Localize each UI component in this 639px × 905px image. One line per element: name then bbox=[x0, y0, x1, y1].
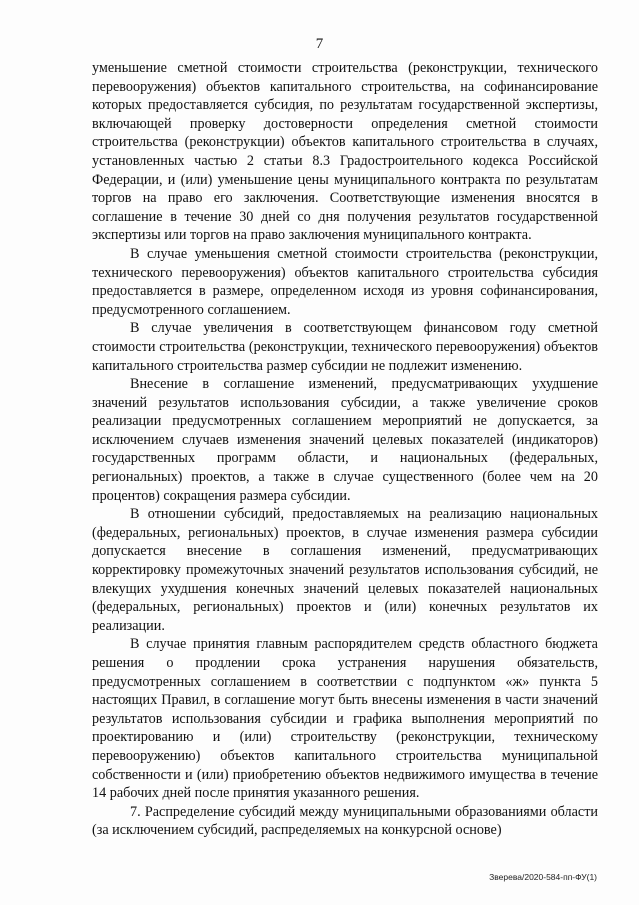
paragraph-5: В отношении субсидий, предоставляемых на реализацию национальных (федеральных, региональных) проектов, в случае изменения размера субсидии допускается внесение в соглашения изменений, предусматривающих корректировку промежуточных значений результатов использования субсидий, не влекущих ухудшения конечных значений целевых показателей национальных (федеральных, региональных) проектов и (или) конечных результатов их реализации. bbox=[92, 506, 598, 634]
document-footer-code: Зверева/2020-584-пп-ФУ(1) bbox=[489, 872, 597, 882]
paragraph-2: В случае уменьшения сметной стоимости строительства (реконструкции, технического перевооружения) объектов капитального строительства субсидия предоставляется в размере, определенном исходя из уровня софинансирования, предусмотренного соглашением. bbox=[92, 245, 598, 318]
page-number: 7 bbox=[315, 36, 324, 52]
paragraph-7: 7. Распределение субсидий между муниципальными образованиями области (за исключением субсидий, распределяемых на конкурсной основе) bbox=[92, 803, 598, 839]
paragraph-3: В случае увеличения в соответствующем финансовом году сметной стоимости строительства (реконструкции, технического перевооружения) объектов капитального строительства размер субсидии не подлежит изменению. bbox=[92, 320, 598, 374]
paragraph-4: Внесение в соглашение изменений, предусматривающих ухудшение значений результатов использования субсидии, а также увеличение сроков реализации предусмотренных соглашением мероприятий не допускается, за исключением случаев изменения значений целевых показателей (индикаторов) государственных программ области, и национальных (федеральных, региональных) проектов, а также в случае существенного (более чем на 20 процентов) сокращения размера субсидии. bbox=[92, 376, 598, 504]
paragraph-6: В случае принятия главным распорядителем средств областного бюджета решения о продлении срока устранения нарушения обязательств, предусмотренных соглашением в соответствии с подпунктом «ж» пункта 5 настоящих Правил, в соглашение могут быть внесены изменения в части значений результатов использования субсидии и графика выполнения мероприятий по проектированию и (или) строительству (реконструкции, техническому перевооружению) объектов капитального строительства муниципальной собственности и (или) приобретению объектов недвижимого имущества в течение 14 рабочих дней после принятия указанного решения. bbox=[92, 636, 598, 802]
paragraph-1: уменьшение сметной стоимости строительства (реконструкции, технического перевооружения) объектов капитального строительства, на софинансирование которых предоставляется субсидия, по результатам государственной экспертизы, включающей проверку достоверности определения сметной стоимости строительства (реконструкции) объектов капитального строительства в случаях, установленных частью 2 статьи 8.3 Градостроительного кодекса Российской Федерации, и (или) уменьшение цены муниципального контракта по результатам торгов на право его заключения. Соответствующие изменения вносятся в соглашение в течение 30 дней со дня получения результатов государственной экспертизы или торгов на право заключения муниципального контракта. bbox=[92, 60, 598, 244]
document-body bbox=[92, 59, 598, 840]
